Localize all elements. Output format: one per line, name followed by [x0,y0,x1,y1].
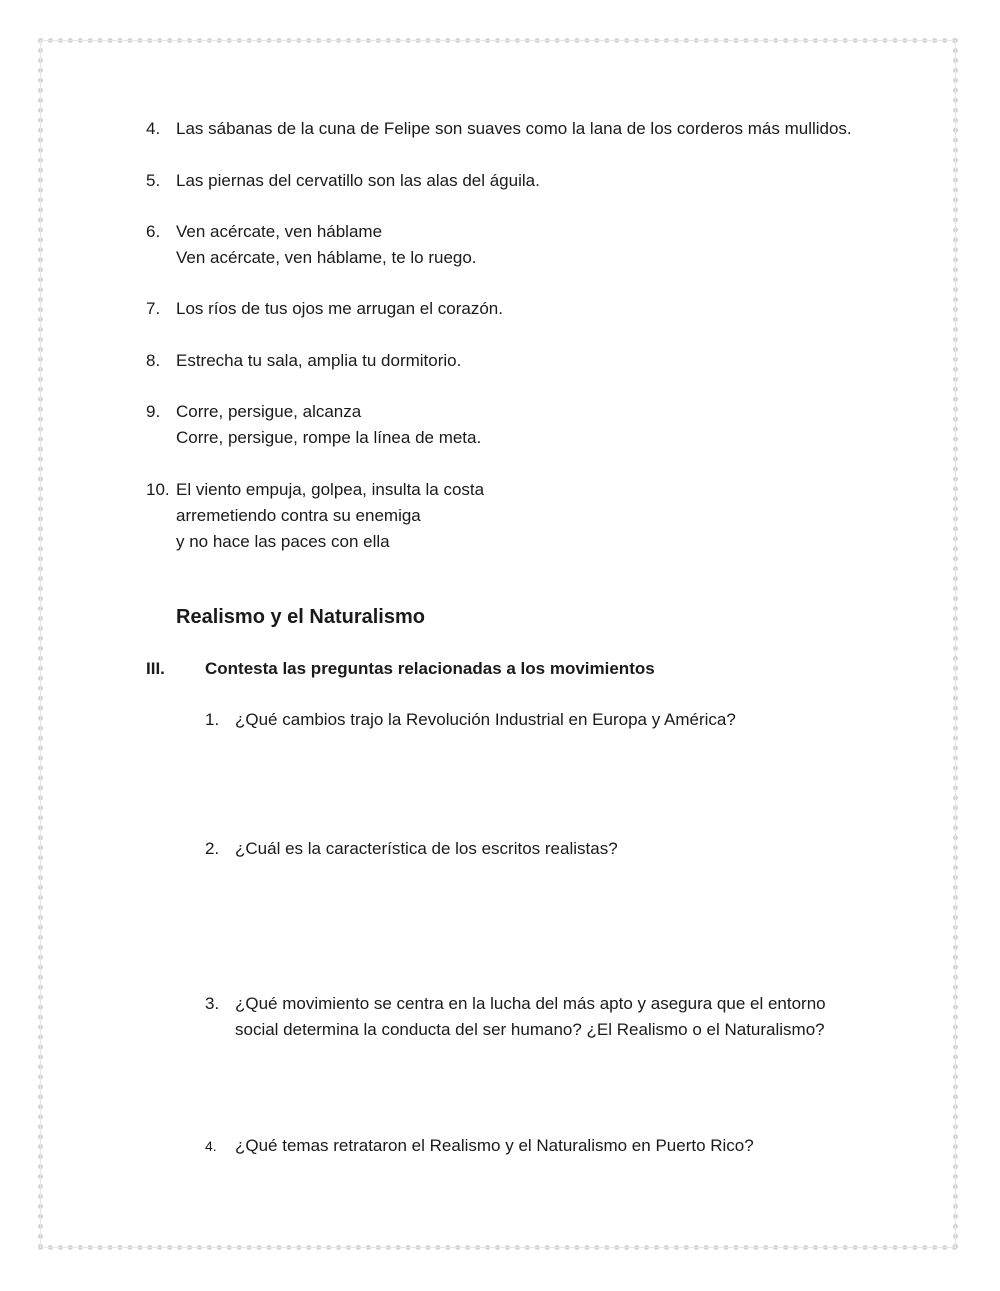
list-item-text: El viento empuja, golpea, insulta la costa [176,480,485,499]
list-item-text: y no hace las paces con ella [176,532,390,551]
question-text: ¿Qué temas retrataron el Realismo y el Naturalismo en Puerto Rico? [235,1136,754,1155]
list-item-number: 9. [146,402,161,421]
question-number: 3. [205,994,220,1013]
section-title: Contesta las preguntas relacionadas a los movimientos [205,659,655,678]
section-numeral: III. [146,659,165,678]
question-text: ¿Cuál es la característica de los escritos realistas? [235,839,618,858]
section-heading: Realismo y el Naturalismo [176,606,425,628]
list-item-text: Corre, persigue, alcanza [176,402,362,421]
question-text: ¿Qué cambios trajo la Revolución Industrial en Europa y América? [235,710,736,729]
question-text: ¿Qué movimiento se centra en la lucha del más apto y asegura que el entorno [235,994,826,1013]
list-item-text: Corre, persigue, rompe la línea de meta. [176,428,482,447]
list-item-text: Ven acércate, ven háblame [176,222,383,241]
list-item-text: Ven acércate, ven háblame, te lo ruego. [176,248,477,267]
list-item-number: 10. [146,480,170,499]
question-number: 4. [205,1138,217,1154]
list-item-text: Los ríos de tus ojos me arrugan el corazón. [176,299,503,318]
list-item-text: Las sábanas de la cuna de Felipe son suaves como la lana de los corderos más mullidos. [176,119,852,138]
list-item-number: 5. [146,171,161,190]
list-item-number: 7. [146,299,161,318]
question-number: 1. [205,710,220,729]
list-item-text: arremetiendo contra su enemiga [176,506,421,525]
list-item-text: Estrecha tu sala, amplia tu dormitorio. [176,351,462,370]
list-item-number: 4. [146,119,161,138]
question-text: social determina la conducta del ser humano? ¿El Realismo o el Naturalismo? [235,1020,825,1039]
list-item-text: Las piernas del cervatillo son las alas del águila. [176,171,540,190]
question-number: 2. [205,839,220,858]
list-item-number: 6. [146,222,161,241]
list-item-number: 8. [146,351,161,370]
